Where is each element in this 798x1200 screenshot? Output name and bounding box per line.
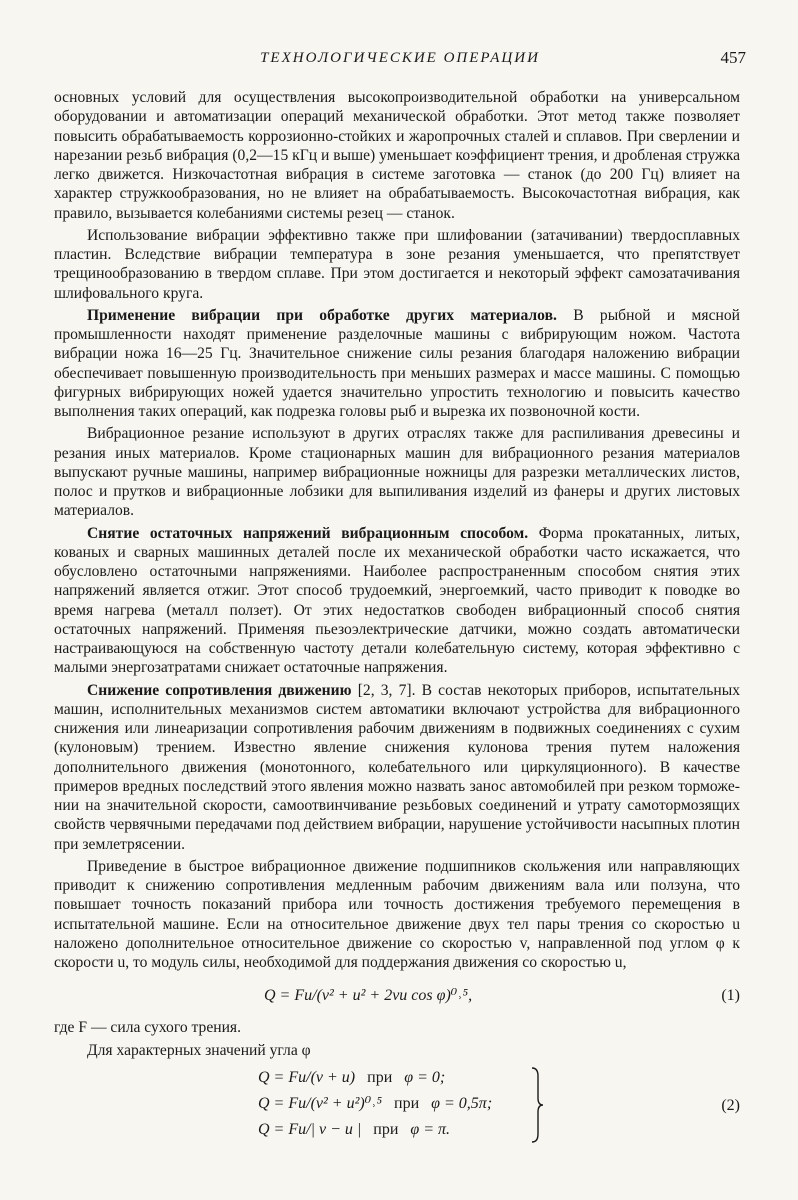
equation-2-expression: Q = Fu/(v² + u²)⁰˒⁵ xyxy=(258,1094,383,1112)
paragraph xyxy=(54,306,740,422)
equation-1-number: (1) xyxy=(721,987,740,1005)
intro-line: Для характерных значений угла φ xyxy=(87,1041,311,1059)
paragraph xyxy=(54,524,740,678)
paragraph-text: Приведение в быстрое вибрационное движение подшипников скольжения или направляющих приводит к снижению сопротивления медленным рабочим движениям вала или ползуна, что повышает точность показаний прибора или точность достижения требуемого перемещения в испытательной машине. Если на относительное движение двух тел пары трения со скоростью u наложено дополнительное относительное движение со скоростью v, направленной под углом φ к скорости u, то модуль силы, необходимой для поддержания движения со скоростью u, xyxy=(54,857,740,971)
equation-2-condition: φ = 0,5π; xyxy=(431,1094,493,1112)
paragraph xyxy=(54,681,740,854)
paragraph xyxy=(54,857,740,973)
equation-2-expression: Q = Fu/| v − u | xyxy=(258,1120,362,1138)
equation-2-condition: φ = 0; xyxy=(404,1068,446,1086)
equation-2-expression: Q = Fu/(v + u) xyxy=(258,1068,356,1086)
section-run-in-heading: Применение вибрации при обработке других материалов. xyxy=(87,306,557,324)
paragraph-text: Вибрационное резание используют в других отраслях также для распиливания древесины и резания иных материалов. Кроме стационарных машин для вибрационного резания материалов выпускают ручные машины, например вибрационные ножницы для разрезки металлических листов, полос и прутков и вибрационные лобзики для выпиливания изделий из фанеры и других листовых материалов. xyxy=(54,425,740,520)
equation-2-line xyxy=(258,1068,445,1087)
equation-2-word: при xyxy=(367,1068,393,1086)
paragraph-text: Форма прокатанных, литых, кованых и сварных машинных деталей после их механической обработки часто искажается, что обусловлено остаточными напряжениями. Наиболее распространенным способом снятия этих напряжений является отжиг. Этот способ трудоемкий, энергоемкий, часто приводит к поводке во время нагрева (металл ползет). От этих недостатков свободен вибрационный способ снятия остаточных напряжений. Применяя пьезоэлектрические датчики, можно создать автоматически настраивающуюся на собственную частоту детали колебательную систему, которая эффективно с малыми энергозатратами снижает остаточные напряжения. xyxy=(54,524,740,677)
paragraph-text: Использование вибрации эффективно также при шлифовании (затачивании) твердосплавных пластин. Вследствие вибрации температура в зоне резания уменьшается, что препятствует трещинообразованию в твердом сплаве. При этом достигается и некоторый эффект самозатачивания шлифовального круга. xyxy=(54,226,740,302)
page-header xyxy=(54,46,746,72)
equation-2-line xyxy=(258,1094,492,1113)
equation-2-system xyxy=(54,1064,740,1152)
equation-2-line xyxy=(258,1120,450,1139)
paragraph xyxy=(54,88,740,223)
paragraph xyxy=(54,226,740,303)
equation-1-expression: Q = Fu/(v² + u² + 2vu cos φ)⁰˒⁵, xyxy=(264,987,473,1005)
equation-2-word: при xyxy=(373,1120,399,1138)
paragraph-text: [2, 3, 7]. В состав некоторых приборов, испытательных машин, исполнительных механизмов систем автоматики включают устройства для вибрационного снижения или линеаризации сопротивления рабочим движениям в подвижных соединениях с сухим (кулоновым) трением. Известно явление снижения кулонова трения путем наложения дополнительного движения (монотонного, колебательного или циркуляционного). В качестве примеров вредных последствий этого явления можно назвать занос автомобилей при резком торможении на значительной скорости, самоотвинчивание резьбовых соединений и утрату самотормозящих свойств червячными передачами под действием вибрации, нарушение устойчивости насыпных плотин при землетрясении. xyxy=(54,681,741,853)
page-number: 457 xyxy=(720,48,746,67)
right-brace xyxy=(530,1066,544,1144)
paragraph-text: В рыбной и мясной промышленности находят применение разделочные машины с вибрирующим ножом. Частота вибрации ножа 16—25 Гц. Значительное снижение силы резания благодаря наложению вибрации обеспечивает повышенную производительность при меньших размерах и массе машины. С помощью фигурных вибрирующих ножей удается значительно упростить технологию и повысить качество выполнения таких операций, как подрезка головы рыб и вырезка их позвоночной кости. xyxy=(54,306,741,420)
equation-2-number: (2) xyxy=(721,1096,740,1114)
running-title: ТЕХНОЛОГИЧЕСКИЕ ОПЕРАЦИИ xyxy=(260,50,540,66)
equation-2-word: при xyxy=(394,1094,420,1112)
section-run-in-heading: Снижение сопротивления движению xyxy=(87,681,352,699)
page-body xyxy=(54,88,740,1152)
where-clause: где F — сила сухого трения. xyxy=(54,1019,242,1037)
equation-1 xyxy=(54,972,740,1018)
equation-2-condition: φ = π. xyxy=(410,1120,451,1138)
paragraph xyxy=(54,424,740,520)
paragraph-text: основных условий для осуществления высокопроизводительной обработки на универсальном оборудовании и автоматизации операций механической обработки. Этот метод также позволяет повысить обрабатываемость коррозионно-стойких и жаропрочных сталей и сплавов. При сверлении и нарезании резьб вибрация (0,2—15 кГц и выше) уменьшает коэффициент трения, и дробленая стружка легко движется. Низкочастотная вибрация в системе заготовка — станок (до 200 Гц) влияет на характер стружкообразования, но не влияет на обрабатываемость. Высокочастотная вибрация, как правило, вызывается колебаниями системы резец — станок. xyxy=(54,89,740,222)
section-run-in-heading: Снятие остаточных напряжений вибрационным способом. xyxy=(87,524,529,542)
